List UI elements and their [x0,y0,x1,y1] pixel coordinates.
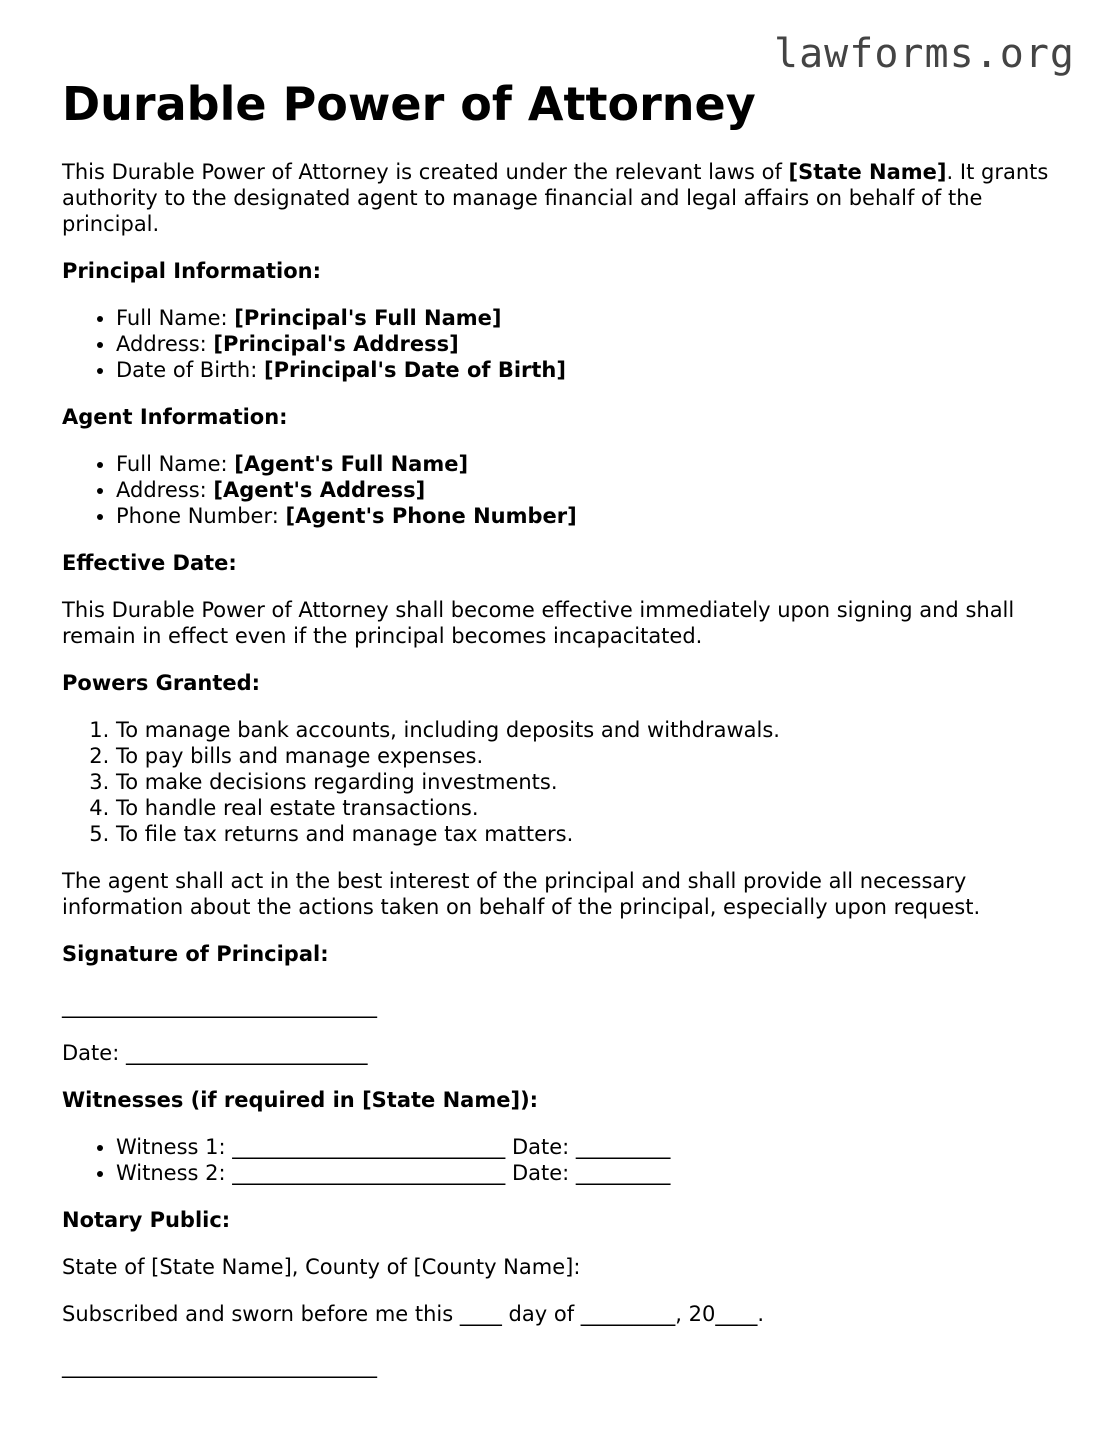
list-item: 5. To file tax returns and manage tax matters. [116,821,1062,847]
list-item: • Full Name: [Agent's Full Name] [116,451,1062,477]
list-item: • Full Name: [Principal's Full Name] [116,305,1062,331]
powers-list [62,717,1062,847]
page-title: Durable Power of Attorney [62,77,756,131]
witnesses-list [62,1134,1062,1186]
list-item: • Address: [Agent's Address] [116,477,1062,503]
principal-heading: Principal Information: [62,259,322,283]
principal-list [62,305,1062,383]
effective-date-paragraph: This Durable Power of Attorney shall become effective immediately upon signing and shall remain in effect even if the principal becomes incapacitated. [62,598,1015,648]
notary-venue: State of [State Name], County of [County Name]: [62,1255,581,1279]
list-item: • Phone Number: [Agent's Phone Number] [116,503,1062,529]
agent-heading: Agent Information: [62,405,288,429]
notary-signature-line[interactable]: ______________________________ [62,1354,377,1378]
list-item: 3. To make decisions regarding investments. [116,769,1062,795]
notary-sworn-line[interactable]: Subscribed and sworn before me this ____ day of _________, 20____. [62,1302,765,1326]
effective-date-heading: Effective Date: [62,551,237,575]
notary-heading: Notary Public: [62,1208,231,1232]
list-item: 1. To manage bank accounts, including deposits and withdrawals. [116,717,1062,743]
list-item: • Date of Birth: [Principal's Date of Birth] [116,357,1062,383]
state-placeholder: [State Name] [788,160,947,184]
document-body [62,159,1062,1400]
intro-paragraph: This Durable Power of Attorney is created under the relevant laws of [State Name]. It grants authority to the designated agent to manage financial and legal affairs on behalf of the principal. [62,160,1049,236]
witnesses-heading: Witnesses (if required in [State Name]): [62,1088,539,1112]
list-item: 4. To handle real estate transactions. [116,795,1062,821]
agent-list [62,451,1062,529]
witness-2-line[interactable]: • Witness 2: __________________________ Date: _________ [116,1160,1062,1186]
signature-heading: Signature of Principal: [62,942,329,966]
list-item: 2. To pay bills and manage expenses. [116,743,1062,769]
principal-signature-line[interactable]: ______________________________ [62,994,377,1018]
signature-date-line[interactable]: Date: _______________________ [62,1041,368,1065]
watermark-logo: lawforms.org [774,31,1075,77]
list-item: • Address: [Principal's Address] [116,331,1062,357]
witness-1-line[interactable]: • Witness 1: __________________________ Date: _________ [116,1134,1062,1160]
agent-duty-paragraph: The agent shall act in the best interest of the principal and shall provide all necessary information about the actions taken on behalf of the principal, especially upon request. [62,869,981,919]
powers-heading: Powers Granted: [62,671,261,695]
